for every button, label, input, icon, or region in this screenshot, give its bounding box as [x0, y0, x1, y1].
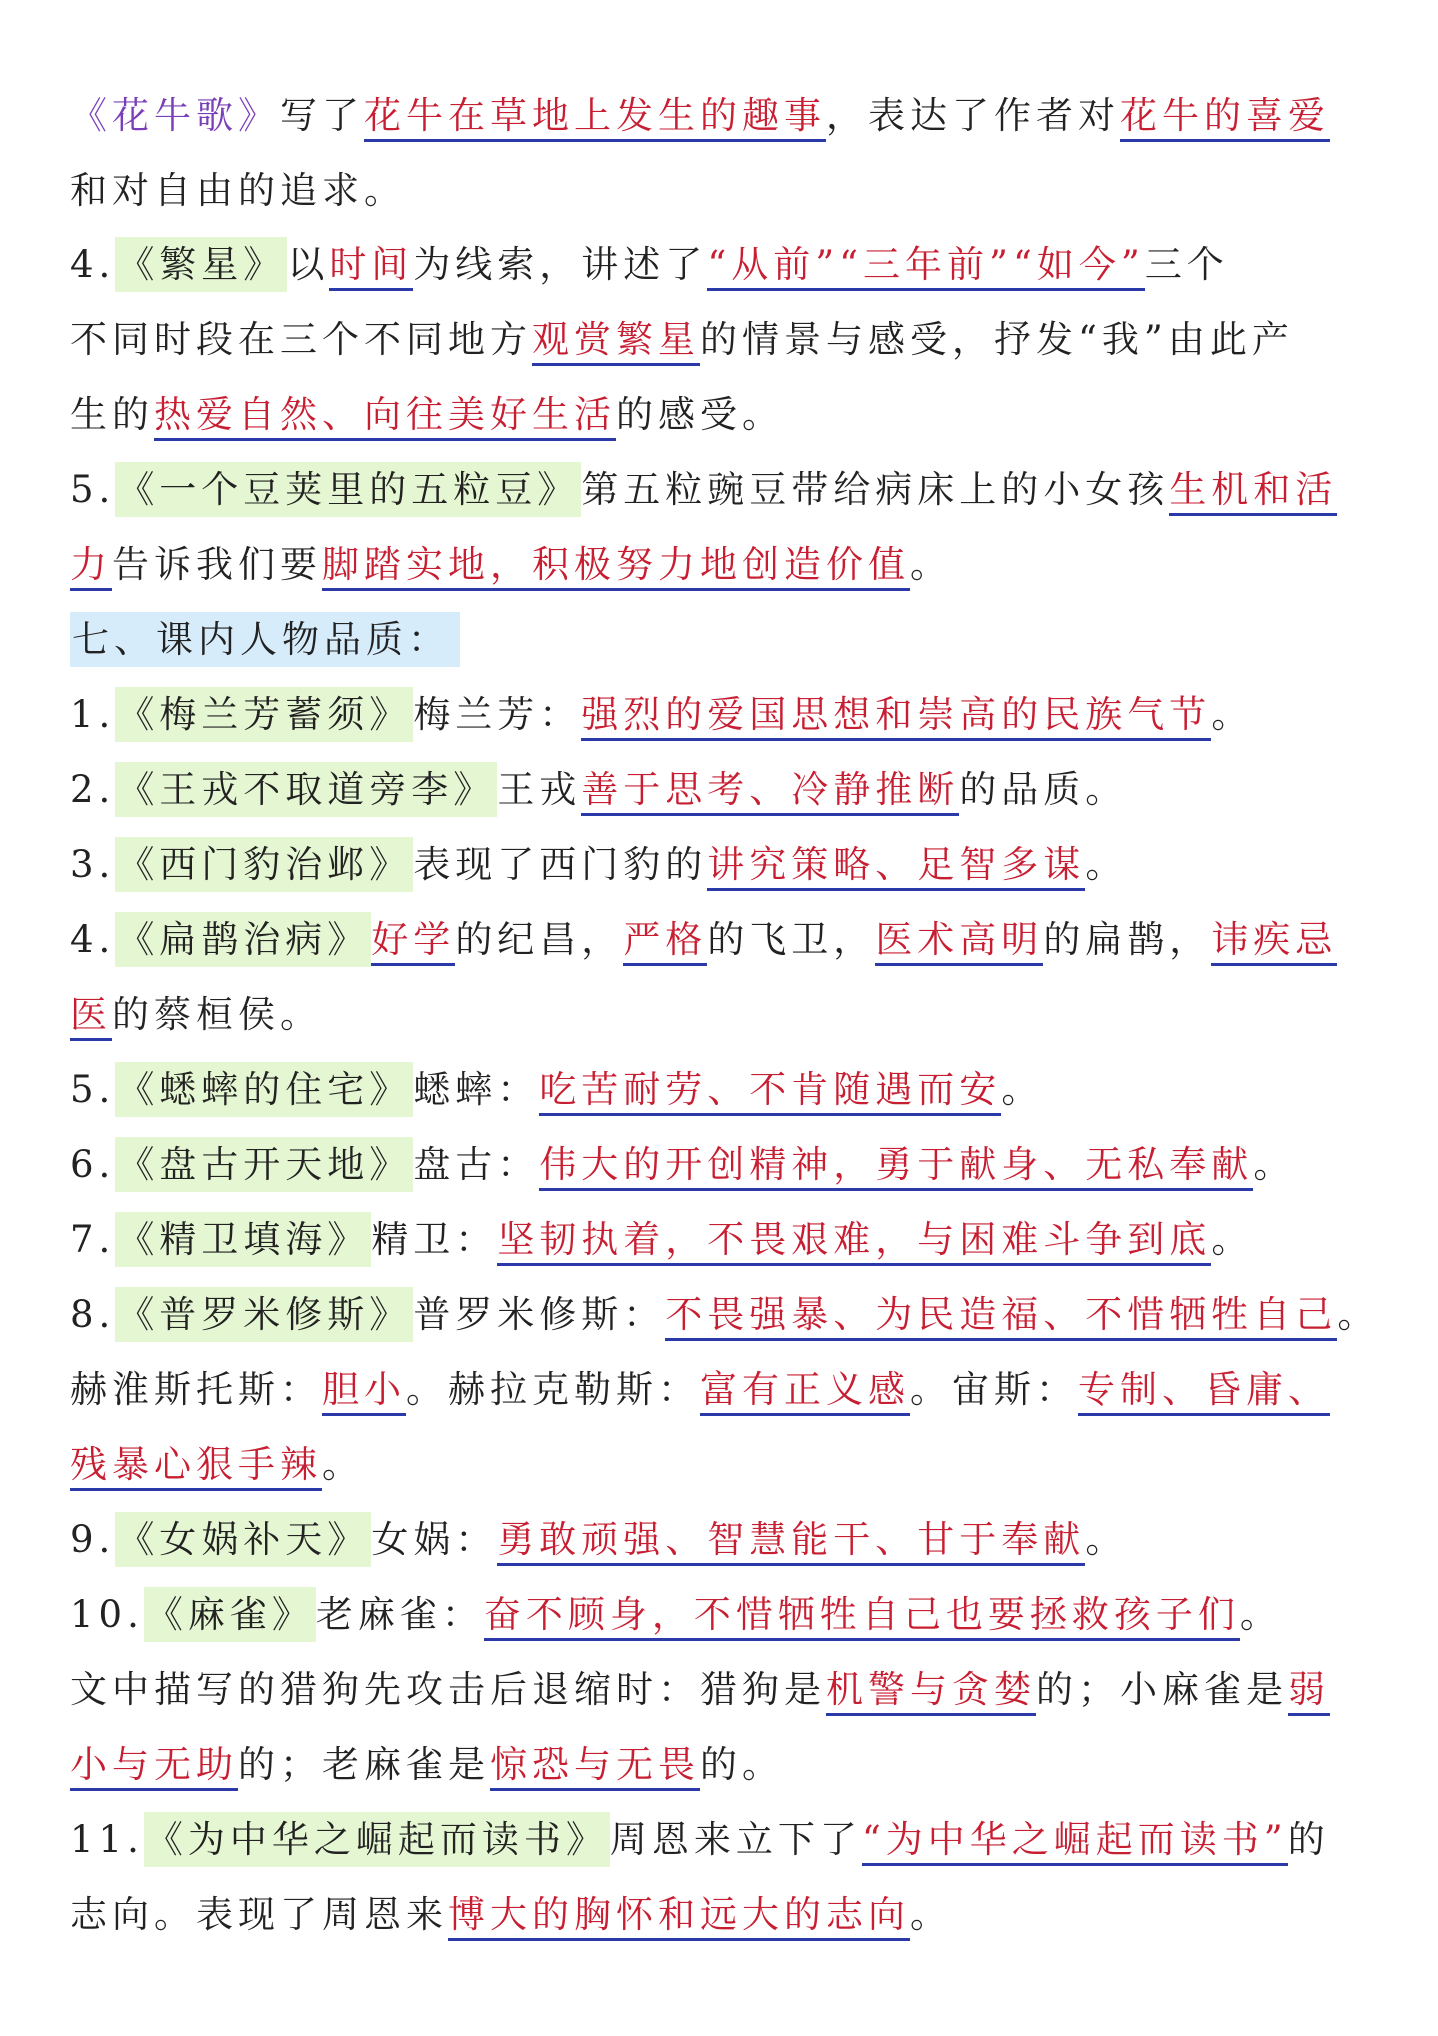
plain-text: 蟋蟀：	[413, 1068, 540, 1111]
text-line	[70, 1352, 1380, 1427]
plain-text: 女娲：	[371, 1518, 498, 1561]
lesson-title: 《花牛歌》	[70, 94, 280, 137]
answer-text: 富有正义感	[700, 1368, 910, 1416]
plain-text: 5.	[70, 1068, 116, 1111]
plain-text: 的；小麻雀是	[1036, 1668, 1288, 1711]
answer-text: “为中华之崛起而读书”	[862, 1818, 1288, 1866]
text-line	[70, 902, 1380, 977]
plain-text: 6.	[70, 1143, 116, 1186]
text-line	[70, 377, 1380, 452]
plain-text: 。	[1253, 1143, 1296, 1186]
plain-text: 。	[1337, 1293, 1380, 1336]
plain-text: 老麻雀：	[315, 1593, 484, 1636]
answer-text: 坚韧执着，不畏艰难，与困难斗争到底	[497, 1218, 1211, 1266]
lesson-title: 《西门豹治邺》	[115, 837, 413, 892]
answer-text: 机警与贪婪	[826, 1668, 1036, 1716]
answer-text: 惊恐与无畏	[490, 1743, 700, 1791]
text-line	[70, 78, 1380, 153]
lesson-title: 《繁星》	[115, 237, 287, 292]
answer-text: 讳疾忌	[1211, 918, 1337, 966]
plain-text: 以	[287, 243, 330, 286]
text-line	[70, 1802, 1380, 1877]
plain-text: 盘古：	[413, 1143, 540, 1186]
text-line	[70, 1427, 1380, 1502]
answer-text: 胆小	[322, 1368, 406, 1416]
text-line	[70, 827, 1380, 902]
plain-text: 8.	[70, 1293, 116, 1336]
answer-text: 时间	[329, 243, 413, 291]
text-line	[70, 677, 1380, 752]
answer-text: 花牛的喜爱	[1120, 94, 1330, 142]
plain-text: 的扁鹊，	[1043, 918, 1212, 961]
plain-text: 11.	[70, 1818, 144, 1861]
lesson-title: 《一个豆荚里的五粒豆》	[115, 462, 581, 517]
plain-text: 。	[1001, 1068, 1044, 1111]
plain-text: 的品质。	[959, 768, 1128, 811]
lesson-title: 《普罗米修斯》	[115, 1287, 413, 1342]
text-line	[70, 227, 1380, 302]
lesson-title: 《王戎不取道旁李》	[115, 762, 497, 817]
plain-text: 。	[1239, 1593, 1282, 1636]
plain-text: 9.	[70, 1518, 116, 1561]
answer-text: 热爱自然、向往美好生活	[154, 393, 616, 441]
answer-text: 医	[70, 993, 112, 1041]
text-line	[70, 1277, 1380, 1352]
answer-text: 弱	[1288, 1668, 1330, 1716]
plain-text: ，表达了作者对	[826, 94, 1120, 137]
lesson-title: 《麻雀》	[144, 1587, 316, 1642]
lesson-title: 《梅兰芳蓄须》	[115, 687, 413, 742]
plain-text: 王戎	[497, 768, 582, 811]
plain-text: 的情景与感受，抒发“我”由此产	[700, 318, 1294, 361]
answer-text: 残暴心狠手辣	[70, 1443, 322, 1491]
plain-text: 4.	[70, 243, 116, 286]
answer-text: 讲究策略、足智多谋	[707, 843, 1085, 891]
text-line	[70, 1577, 1380, 1652]
lesson-title: 《蟋蟀的住宅》	[115, 1062, 413, 1117]
text-line	[70, 527, 1380, 602]
text-line	[70, 1052, 1380, 1127]
lesson-title: 《盘古开天地》	[115, 1137, 413, 1192]
plain-text: 。	[1211, 1218, 1254, 1261]
plain-text: 。	[1085, 1518, 1128, 1561]
answer-text: 医术高明	[875, 918, 1043, 966]
plain-text: 。	[910, 1893, 952, 1936]
plain-text: 告诉我们要	[112, 543, 322, 586]
answer-text: 脚踏实地，积极努力地创造价值	[322, 543, 910, 591]
plain-text: 梅兰芳：	[413, 693, 582, 736]
plain-text: 的。	[700, 1743, 784, 1786]
text-line	[70, 1202, 1380, 1277]
plain-text: 志向。表现了周恩来	[70, 1893, 448, 1936]
plain-text: 赫淮斯托斯：	[70, 1368, 322, 1411]
answer-text: 善于思考、冷静推断	[581, 768, 959, 816]
plain-text: 4.	[70, 918, 116, 961]
plain-text: 为线索，讲述了	[413, 243, 708, 286]
text-line	[70, 977, 1380, 1052]
answer-text: 奋不顾身，不惜牺牲自己也要拯救孩子们	[484, 1593, 1240, 1641]
lesson-title: 《扁鹊治病》	[115, 912, 371, 967]
text-line	[70, 602, 1380, 677]
plain-text: 生的	[70, 393, 154, 436]
section-heading: 七、课内人物品质：	[70, 612, 460, 667]
answer-text: 伟大的开创精神，勇于献身、无私奉献	[539, 1143, 1253, 1191]
answer-text: 严格	[623, 918, 707, 966]
text-line	[70, 1127, 1380, 1202]
plain-text: 。	[1211, 693, 1254, 736]
plain-text: 写了	[280, 94, 364, 137]
lesson-title: 《为中华之崛起而读书》	[144, 1812, 610, 1867]
plain-text: 的	[1287, 1818, 1330, 1861]
text-line	[70, 1652, 1380, 1727]
plain-text: 。	[910, 543, 952, 586]
plain-text: 。宙斯：	[910, 1368, 1078, 1411]
answer-text: 专制、昏庸、	[1078, 1368, 1330, 1416]
plain-text: 的飞卫，	[707, 918, 876, 961]
text-line	[70, 1727, 1380, 1802]
plain-text: 的感受。	[616, 393, 784, 436]
text-line	[70, 302, 1380, 377]
answer-text: “从前”“三年前”“如今”	[707, 243, 1145, 291]
plain-text: 5.	[70, 468, 116, 511]
plain-text: 。赫拉克勒斯：	[406, 1368, 700, 1411]
plain-text: 第五粒豌豆带给病床上的小女孩	[581, 468, 1170, 511]
plain-text: 1.	[70, 693, 116, 736]
answer-text: 不畏强暴、为民造福、不惜牺牲自己	[665, 1293, 1337, 1341]
plain-text: 和对自由的追求。	[70, 169, 406, 212]
text-line	[70, 752, 1380, 827]
plain-text: 精卫：	[371, 1218, 498, 1261]
plain-text: 2.	[70, 768, 116, 811]
plain-text: 三个	[1144, 243, 1229, 286]
plain-text: 普罗米修斯：	[413, 1293, 666, 1336]
answer-text: 勇敢顽强、智慧能干、甘于奉献	[497, 1518, 1085, 1566]
answer-text: 博大的胸怀和远大的志向	[448, 1893, 910, 1941]
text-line	[70, 452, 1380, 527]
text-line	[70, 1502, 1380, 1577]
lesson-title: 《精卫填海》	[115, 1212, 371, 1267]
plain-text: 周恩来立下了	[609, 1818, 862, 1861]
plain-text: 表现了西门豹的	[413, 843, 708, 886]
answer-text: 小与无助	[70, 1743, 238, 1791]
answer-text: 花牛在草地上发生的趣事	[364, 94, 826, 142]
lesson-title: 《女娲补天》	[115, 1512, 371, 1567]
plain-text: 的；老麻雀是	[238, 1743, 490, 1786]
plain-text: 10.	[70, 1593, 144, 1636]
answer-text: 力	[70, 543, 112, 591]
plain-text: 的蔡桓侯。	[112, 993, 322, 1036]
plain-text: 。	[1085, 843, 1128, 886]
answer-text: 好学	[371, 918, 455, 966]
answer-text: 生机和活	[1169, 468, 1337, 516]
text-line	[70, 1877, 1380, 1952]
answer-text: 强烈的爱国思想和崇高的民族气节	[581, 693, 1211, 741]
plain-text: 文中描写的猎狗先攻击后退缩时：猎狗是	[70, 1668, 826, 1711]
plain-text: 3.	[70, 843, 116, 886]
text-line	[70, 153, 1380, 228]
answer-text: 观赏繁星	[532, 318, 700, 366]
plain-text: 。	[322, 1443, 364, 1486]
plain-text: 不同时段在三个不同地方	[70, 318, 532, 361]
plain-text: 的纪昌，	[455, 918, 624, 961]
plain-text: 7.	[70, 1218, 116, 1261]
answer-text: 吃苦耐劳、不肯随遇而安	[539, 1068, 1001, 1116]
